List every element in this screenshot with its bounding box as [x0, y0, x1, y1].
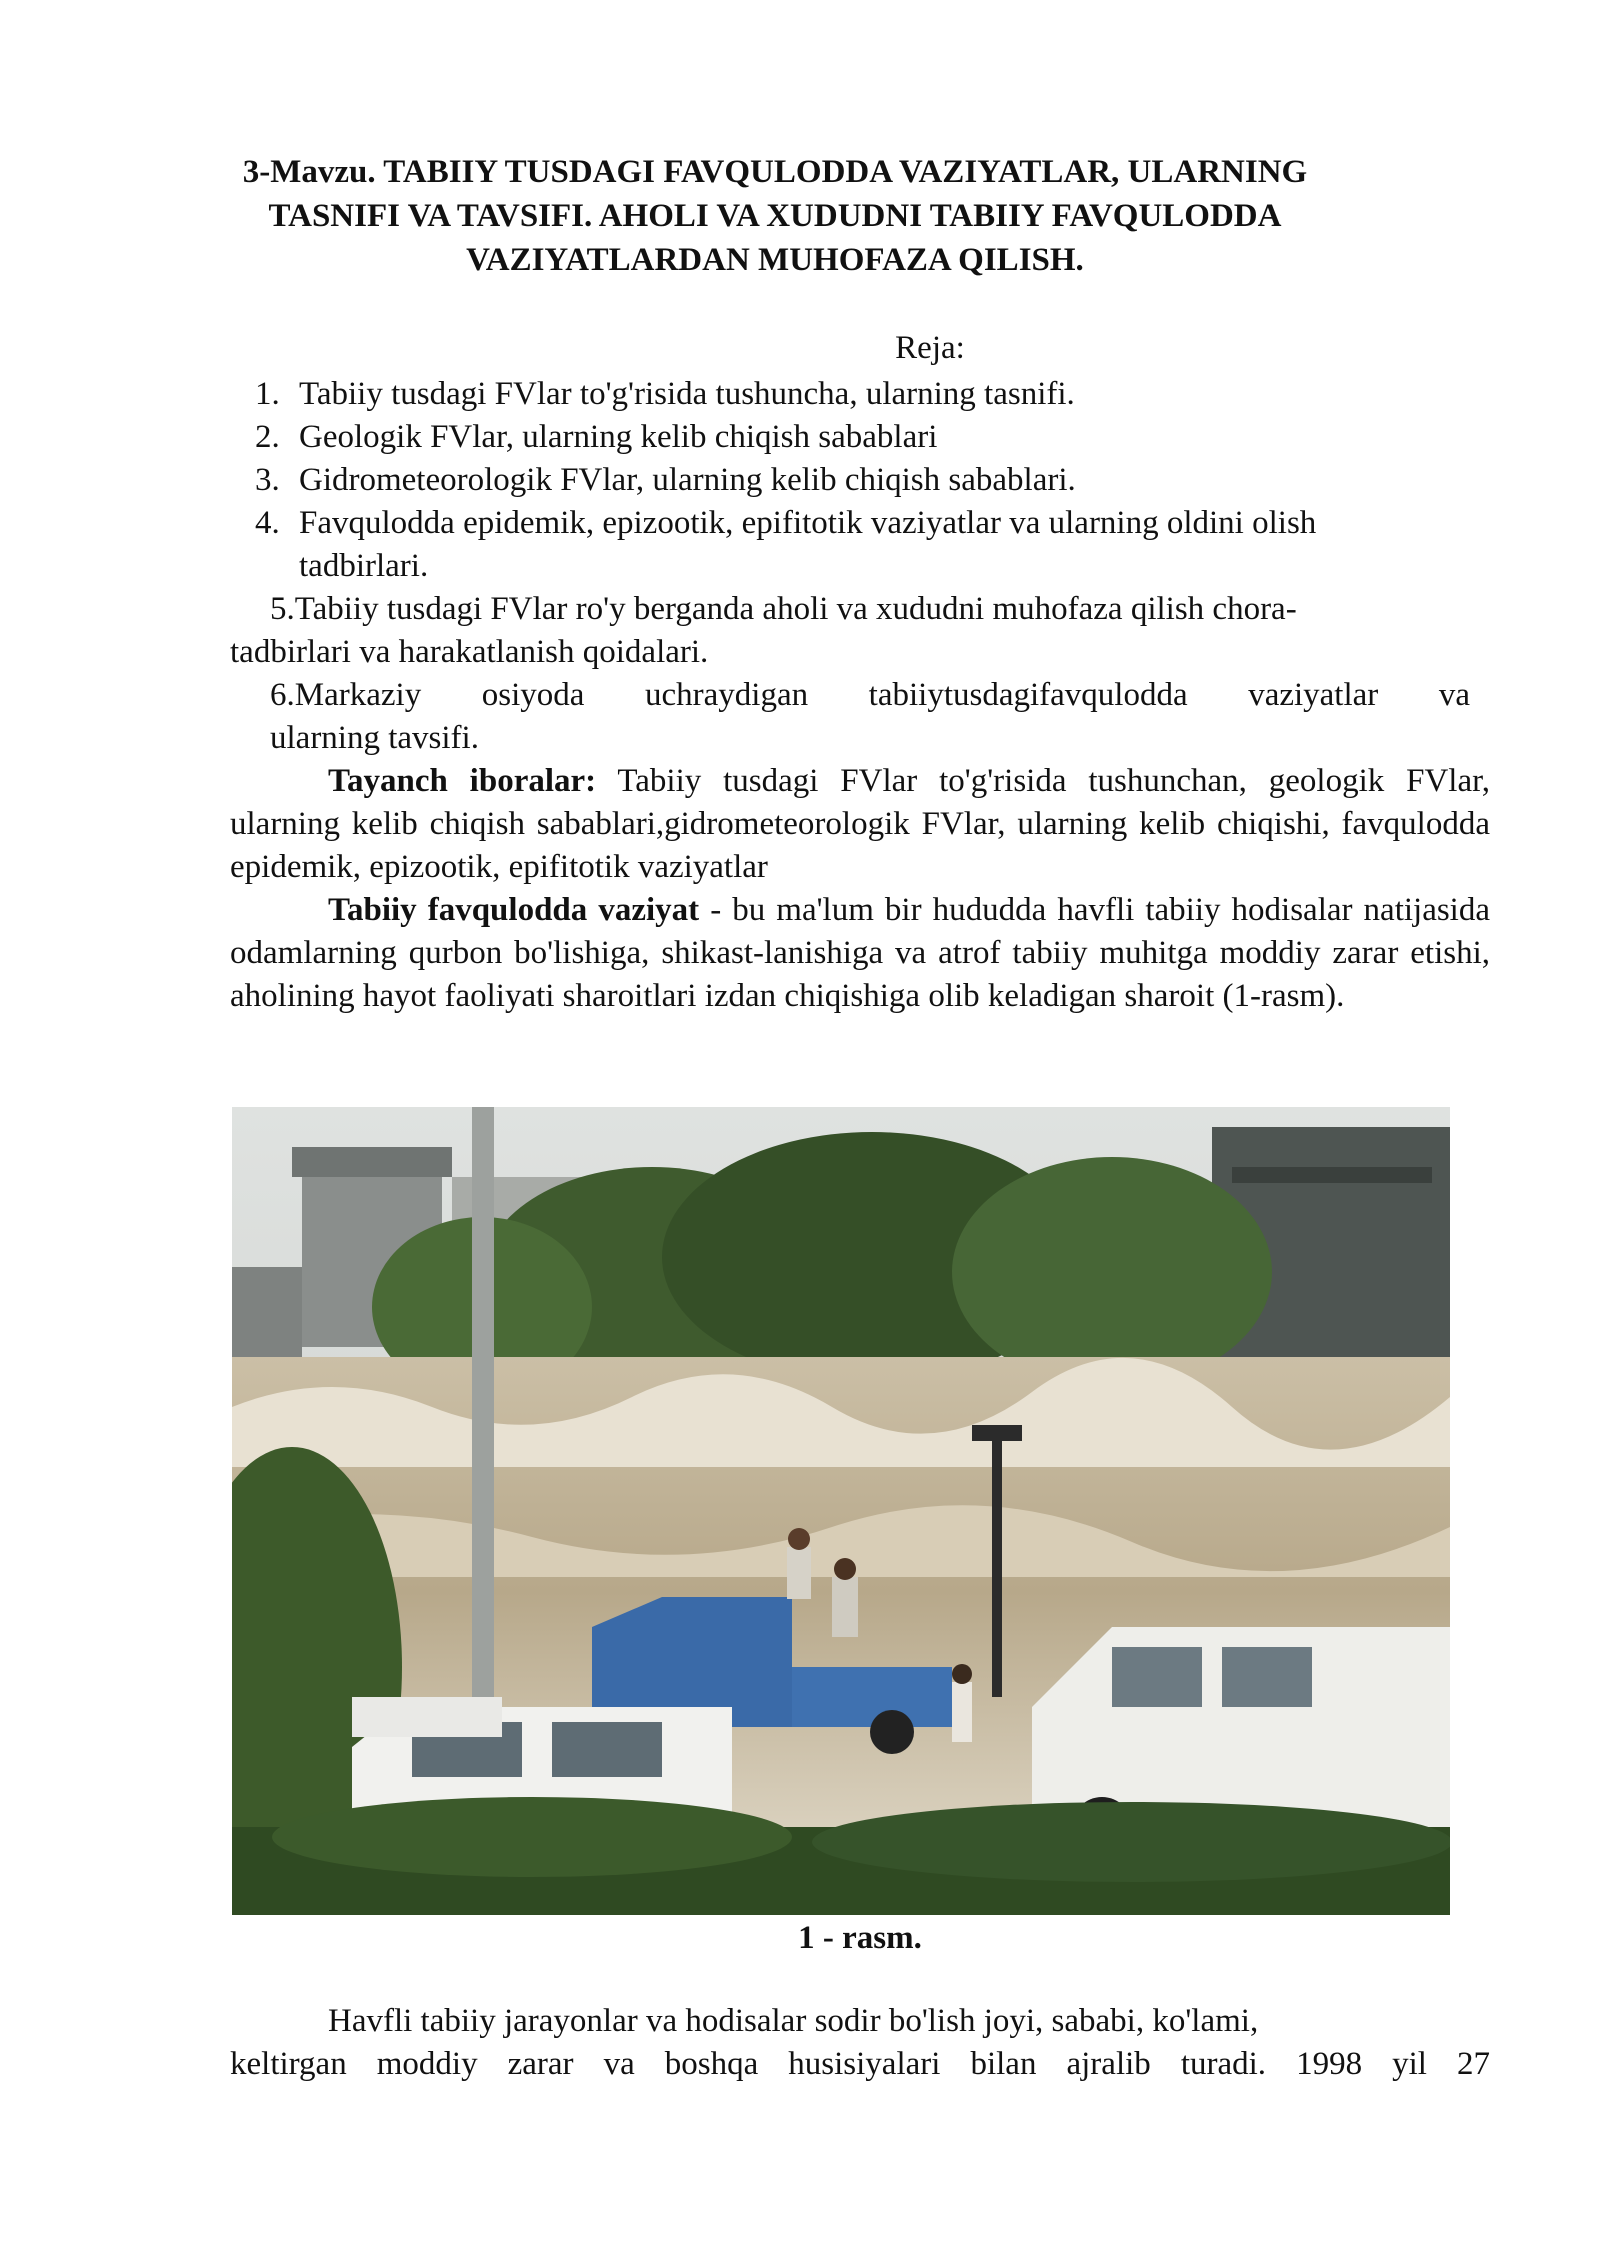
plan-item-5-line-2: tadbirlari va harakatlanish qoidalari. — [230, 634, 709, 670]
plan-item-6-line-2: ularning tavsifi. — [270, 720, 479, 756]
definition-paragraph — [230, 889, 1490, 1018]
title-line-2: TASNIFI VA TAVSIFI. AHOLI VA XUDUDNI TABIIY FAVQULODDA — [268, 198, 1282, 234]
title-line-3: VAZIYATLARDAN MUHOFAZA QILISH. — [466, 242, 1084, 278]
figure-caption: 1 - rasm. — [798, 1920, 922, 1956]
plan-item-5-line-1: 5.Tabiiy tusdagi FVlar ro'y berganda aholi va xududni muhofaza qilish chora- — [270, 591, 1297, 627]
definition-text: - bu ma'lum bir hududda havfli tabiiy hodisalar natijasida odamlarning qurbon bo'lishiga, shikast-lanishiga va atrof tabiiy muhitga moddiy zarar etishi, aholining hayot faoliyati sharoitlari izdan chiqishiga olib keladigan sharoit (1-rasm). — [230, 892, 1490, 1014]
flood-photo — [232, 1107, 1450, 1915]
keywords-label: Tayanch iboralar: — [328, 763, 597, 799]
plan-item-number: 4. — [255, 505, 280, 541]
keywords-text: Tabiiy tusdagi FVlar to'g'risida tushunchan, geologik FVlar, ularning kelib chiqish sabablari,gidrometeorologik FVlar, ularning kelib chiqishi, favqulodda epidemik, epizootik, epifitotik vaziyatlar — [230, 763, 1491, 885]
bottom-line-2: keltirgan moddiy zarar va boshqa husisiyalari bilan ajralib turadi. 1998 yil 27 — [230, 2046, 1490, 2082]
bottom-paragraph — [230, 2000, 1490, 2086]
bottom-line-1: Havfli tabiiy jarayonlar va hodisalar sodir bo'lish joyi, sababi, ko'lami, — [328, 2003, 1259, 2039]
definition-term: Tabiiy favqulodda vaziyat — [328, 892, 700, 928]
plan-item-6-line-1: 6.Markaziy osiyoda uchraydigan tabiiytusdagifavqulodda vaziyatlar va — [270, 677, 1470, 713]
title-line-1: 3-Mavzu. TABIIY TUSDAGI FAVQULODDA VAZIYATLAR, ULARNING — [242, 154, 1308, 190]
plan-item-text: Tabiiy tusdagi FVlar to'g'risida tushuncha, ularning tasnifi. — [299, 376, 1075, 412]
plan-item-number: 2. — [255, 419, 280, 455]
plan-item-6 — [270, 674, 1470, 760]
plan-heading: Reja: — [895, 330, 965, 366]
flood-photo-illustration — [232, 1107, 1450, 1915]
plan-item-5 — [230, 588, 1490, 674]
plan-item-4-line-1: Favqulodda epidemik, epizootik, epifitotik vaziyatlar va ularning oldini olish — [299, 505, 1317, 541]
plan-item-4-line-2: tadbirlari. — [299, 548, 429, 584]
page-title — [220, 150, 1330, 282]
plan-item-text: Gidrometeorologik FVlar, ularning kelib chiqish sabablari. — [299, 462, 1076, 498]
plan-item-text: Geologik FVlar, ularning kelib chiqish sabablari — [299, 419, 938, 455]
plan-item-number: 1. — [255, 376, 280, 412]
plan-item-number: 3. — [255, 462, 280, 498]
keywords-paragraph — [230, 760, 1490, 889]
plan-item-text — [299, 502, 1489, 588]
